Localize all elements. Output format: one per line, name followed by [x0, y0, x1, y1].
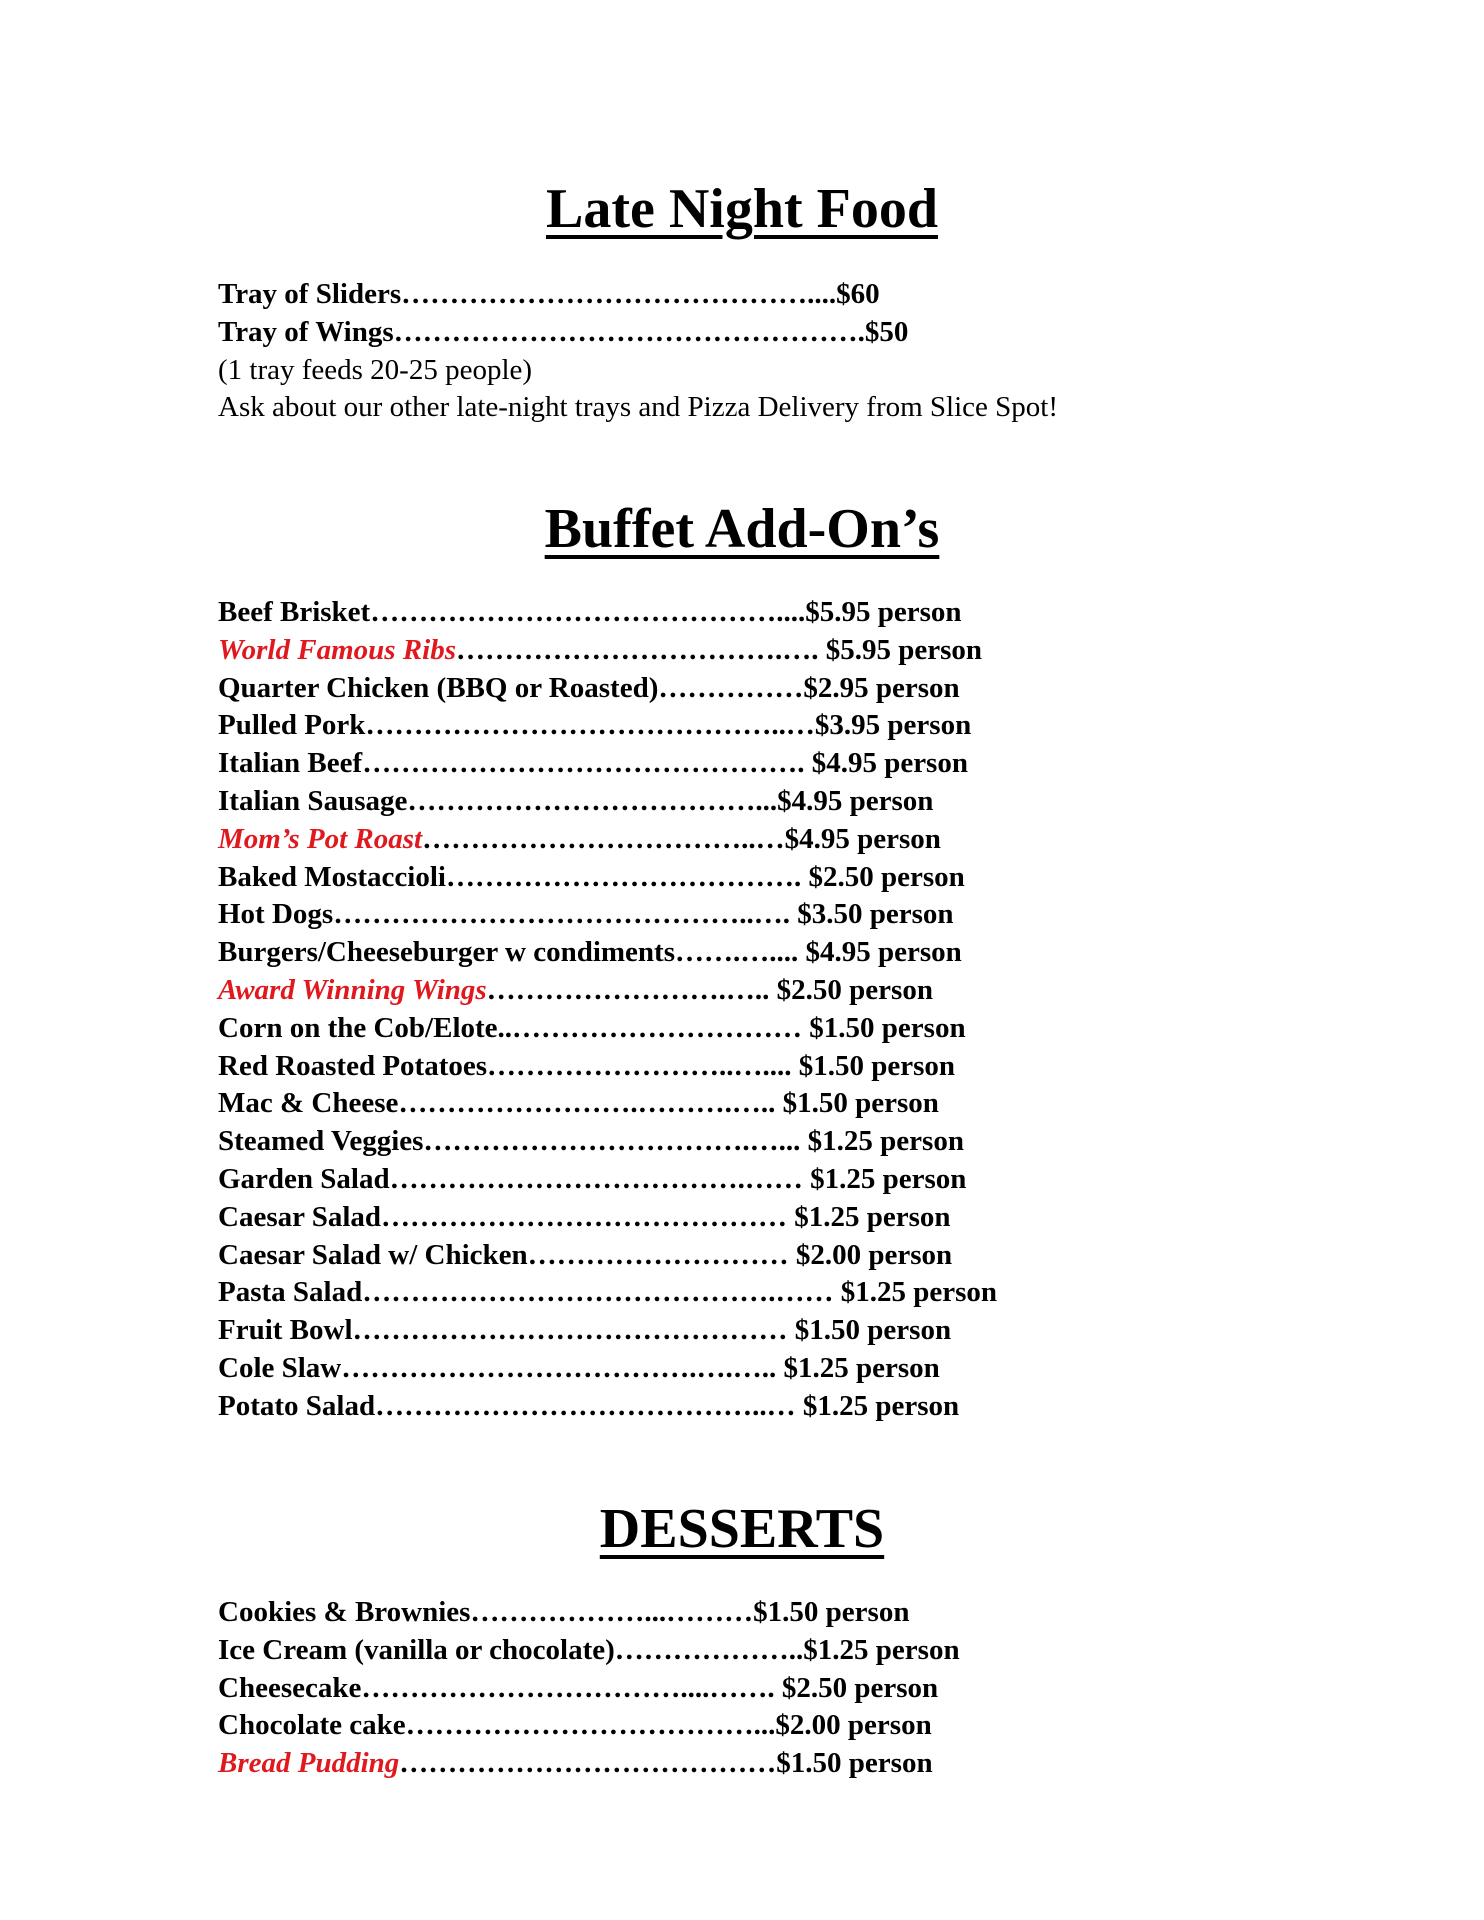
item-name: Garden Salad: [218, 1162, 390, 1195]
tray-note: (1 tray feeds 20-25 people): [218, 353, 533, 386]
dot-leader: ……………………………………..…: [365, 709, 815, 742]
buffet-heading: Buffet Add-On’s: [544, 498, 940, 560]
dot-leader: ………………………………...: [407, 784, 778, 817]
buffet-item: [218, 934, 997, 972]
item-name: Tray of Wings: [218, 315, 394, 348]
item-name: Pulled Pork: [218, 709, 366, 742]
item-name: Cole Slaw: [218, 1351, 342, 1384]
dot-leader: ……………………………………: [381, 1200, 795, 1233]
late-night-item: [218, 276, 1058, 314]
item-price: $1.25 person: [802, 1389, 960, 1422]
item-name: Baked Mostaccioli: [218, 860, 446, 893]
item-name: Chocolate cake: [218, 1709, 406, 1742]
dessert-item: [218, 1632, 960, 1670]
item-price: $1.50 person: [794, 1314, 952, 1347]
buffet-item: [218, 1085, 997, 1123]
item-name: Burgers/Cheeseburger w condiments: [218, 936, 675, 969]
item-name: Steamed Veggies: [218, 1125, 424, 1158]
item-name: World Famous Ribs: [218, 633, 456, 666]
item-name: Cheesecake: [218, 1671, 362, 1704]
item-price: $2.00 person: [795, 1238, 953, 1271]
item-name: Bread Pudding: [218, 1747, 400, 1780]
dot-leader: …………………………………: [399, 1747, 777, 1780]
item-name: Award Winning Wings: [218, 973, 487, 1006]
item-price: $2.50 person: [776, 973, 933, 1006]
item-name: Mac & Cheese: [218, 1087, 399, 1120]
dot-leader: ………………………: [527, 1238, 796, 1271]
item-price: $2.50 person: [808, 860, 965, 893]
item-price: $1.50 person: [798, 1049, 956, 1082]
item-price: $1.50 person: [753, 1596, 910, 1628]
dot-leader: …………………………….…...: [423, 1125, 808, 1158]
item-price: $1.25 person: [794, 1200, 951, 1233]
dessert-item: [218, 1745, 960, 1783]
dot-leader: ……………………………....…….: [361, 1671, 782, 1704]
item-price: $4.95 person: [811, 747, 968, 780]
item-price: $1.50 person: [809, 1011, 966, 1044]
buffet-item: [218, 1350, 997, 1388]
item-price: $1.50 person: [776, 1747, 933, 1780]
buffet-item: [218, 1048, 997, 1086]
item-price: $4.95 person: [805, 936, 962, 969]
buffet-item: [218, 745, 997, 783]
late-night-ask: Ask about our other late-night trays and Pizza Delivery from Slice Spot!: [218, 391, 1058, 424]
dot-leader: ……………………………….….…..: [341, 1351, 784, 1384]
buffet-item: [218, 1161, 997, 1199]
item-price: $3.50 person: [797, 898, 954, 931]
item-name: Hot Dogs: [218, 898, 334, 931]
item-name: Potato Salad: [218, 1389, 376, 1422]
dot-leader: ………………………………………: [352, 1314, 795, 1347]
dot-leader: ……………………………….: [445, 860, 809, 893]
item-price: $1.25 person: [783, 1351, 940, 1384]
item-price: $5.95 person: [825, 633, 983, 666]
buffet-item: [218, 707, 997, 745]
dot-leader: …………………………………….……: [362, 1276, 841, 1309]
item-price: $1.25 person: [803, 1633, 960, 1666]
item-price: $1.25 person: [807, 1125, 964, 1158]
dot-leader: …….…....: [674, 936, 806, 969]
buffet-item: [218, 896, 997, 934]
buffet-item: [218, 1199, 997, 1237]
buffet-item: [218, 972, 997, 1010]
buffet-item: [218, 783, 997, 821]
dot-leader: ……………………………..…: [422, 822, 785, 855]
late-night-item: [218, 314, 1058, 352]
item-price: $2.95 person: [803, 671, 960, 704]
item-price: $1.25 person: [810, 1162, 967, 1195]
item-name: Mom’s Pot Roast: [218, 822, 423, 855]
dot-leader: …………………………: [512, 1011, 810, 1044]
dot-leader: …………………………………………: [393, 315, 858, 348]
item-name: Caesar Salad: [218, 1200, 382, 1233]
item-name: Italian Beef: [218, 747, 363, 780]
item-price: $2.50 person: [781, 1671, 939, 1704]
buffet-item: [218, 670, 997, 708]
item-name: Tray of Sliders: [218, 278, 402, 310]
item-name: Pasta Salad: [218, 1276, 363, 1309]
item-name: Cookies & Brownies: [218, 1596, 471, 1628]
dot-leader: ……………………………….……: [389, 1162, 811, 1195]
dessert-item: [218, 1670, 960, 1708]
buffet-item: [218, 1312, 997, 1350]
buffet-item: [218, 1237, 997, 1275]
buffet-item: [218, 594, 997, 632]
dot-leader: …………………………………..…: [375, 1389, 803, 1422]
item-name: Ice Cream (vanilla or chocolate): [218, 1633, 615, 1666]
dot-leader: ……………………..…....: [487, 1049, 799, 1082]
buffet-item: [218, 1123, 997, 1161]
item-price: $2.00 person: [775, 1709, 932, 1742]
dot-leader: ……………: [658, 671, 804, 704]
dot-leader: ………………………………...: [405, 1709, 776, 1742]
item-price: $5.95 person: [805, 596, 962, 628]
dot-leader: ……………………………………..….: [333, 898, 798, 931]
desserts-heading: DESSERTS: [599, 1498, 885, 1560]
item-name: Italian Sausage: [218, 784, 408, 817]
item-name: Corn on the Cob/Elote..: [218, 1011, 513, 1044]
buffet-item: [218, 859, 997, 897]
dot-leader: ……………………………………....: [370, 596, 806, 628]
dot-leader: ………………...………: [470, 1596, 754, 1628]
item-price: $1.25 person: [840, 1276, 998, 1309]
buffet-list: [218, 594, 997, 1426]
item-price: $4.95 person: [777, 784, 934, 817]
item-price: $60: [836, 278, 880, 310]
dot-leader: …………………….……….…..: [398, 1087, 783, 1120]
item-name: Fruit Bowl: [218, 1314, 353, 1347]
buffet-item: [218, 1010, 997, 1048]
buffet-item: [218, 1388, 997, 1426]
dessert-item: [218, 1707, 960, 1745]
dessert-item: [218, 1594, 960, 1632]
item-name: Quarter Chicken (BBQ or Roasted): [218, 671, 659, 704]
dot-leader: …………………….…..: [486, 973, 777, 1006]
dot-leader: ……………………………………….: [362, 747, 812, 780]
buffet-item: [218, 632, 997, 670]
item-name: Caesar Salad w/ Chicken: [218, 1238, 528, 1271]
item-name: Beef Brisket: [218, 596, 371, 628]
dot-leader: ……………………………………....: [401, 278, 837, 310]
late-night-heading: Late Night Food: [546, 178, 938, 240]
item-price: $4.95 person: [784, 822, 941, 855]
dot-leader: …………………………….….: [455, 633, 826, 666]
item-price: $1.50 person: [782, 1087, 939, 1120]
dot-leader: ………………..: [614, 1633, 804, 1666]
item-name: Red Roasted Potatoes: [218, 1049, 488, 1082]
buffet-item: [218, 1274, 997, 1312]
item-price: .$50: [857, 315, 909, 348]
item-price: $3.95 person: [814, 709, 972, 742]
buffet-item: [218, 821, 997, 859]
late-night-list: [218, 276, 1058, 427]
desserts-list: [218, 1594, 960, 1783]
